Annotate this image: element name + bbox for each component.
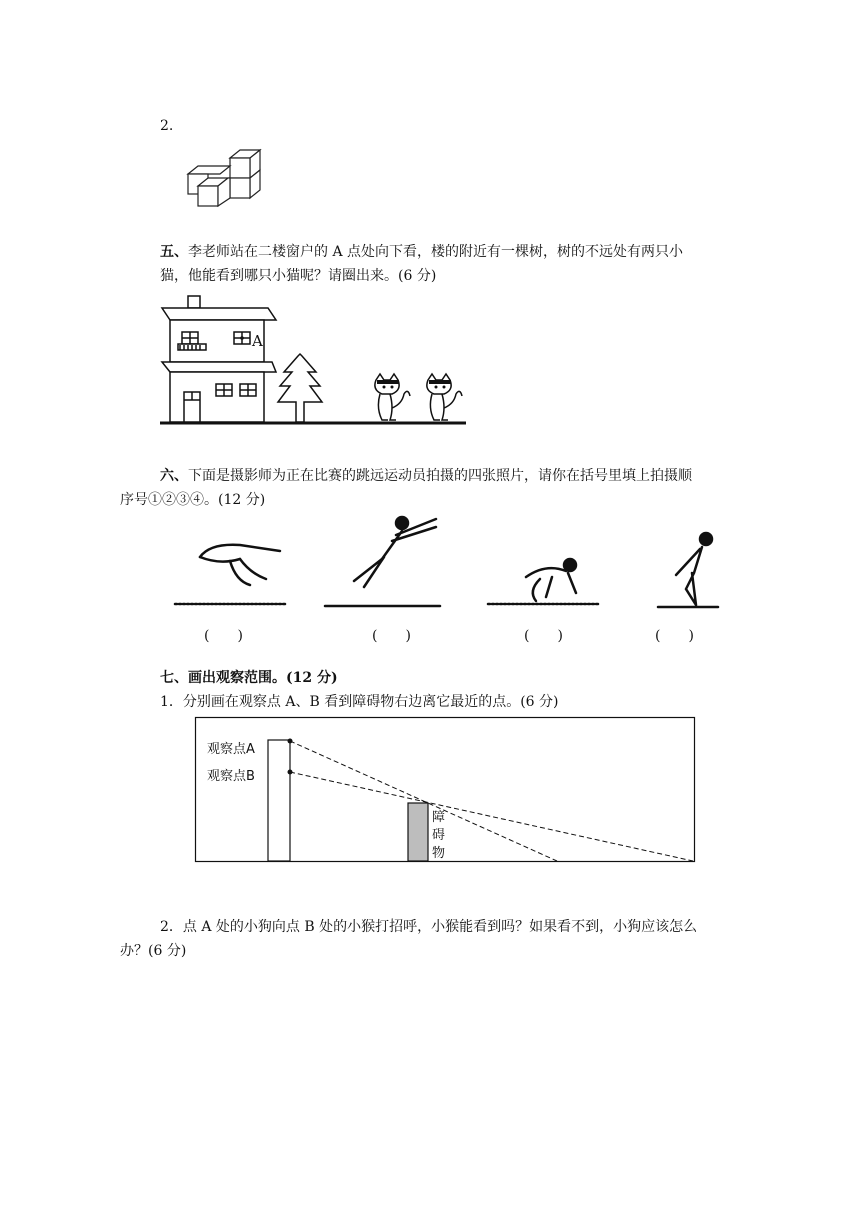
- q7-heading: 七、画出观察范围。(12 分): [160, 670, 338, 686]
- q6-text-line1: 下面是摄影师为正在比赛的跳远运动员拍摄的四张照片，请你在括号里填上拍摄顺: [188, 468, 692, 484]
- jumper-photo-3: [526, 559, 576, 601]
- q5-line1: [160, 240, 683, 264]
- q5-text-line1: 李老师站在二楼窗户的 A 点处向下看，楼的附近有一棵树，树的不远处有两只小: [188, 244, 684, 260]
- jumper-photo-4: [676, 533, 712, 605]
- jumper-photo-2: [354, 517, 436, 587]
- obstacle-label-1: 障: [432, 810, 446, 825]
- label-observation-point-a: 观察点A: [207, 742, 255, 757]
- q6-heading: 六、: [160, 468, 188, 484]
- q7-sub2-line1: 2．点 A 处的小狗向点 B 处的小猴打招呼，小猴能看到吗？如果看不到，小狗应该怎么: [160, 919, 698, 935]
- house-tree-cats-figure: [158, 292, 478, 432]
- q5-text-line2: 猫，他能看到哪只小猫呢？请圈出来。(6 分): [160, 268, 437, 284]
- label-observation-point-b: 观察点B: [207, 769, 255, 784]
- q6-line1: [160, 464, 692, 488]
- chimney: [188, 296, 200, 308]
- q5-heading: 五、: [160, 244, 188, 260]
- building: [268, 740, 290, 861]
- upper-roof: [162, 308, 276, 320]
- answer-blank-3[interactable]: ( ): [524, 628, 563, 644]
- point-a-label: A: [252, 332, 263, 350]
- answer-blank-1[interactable]: ( ): [204, 628, 243, 644]
- jumper-photo-1: [200, 545, 280, 585]
- obstacle-label-2: 碍: [432, 828, 446, 843]
- q7-sub2-line2: 办？(6 分): [120, 943, 187, 959]
- obstacle-label-3: 物: [432, 846, 446, 861]
- obstacle: [408, 803, 428, 861]
- cube-stack-figure: [180, 146, 270, 216]
- q6-text-line2: 序号①②③④。(12 分): [120, 492, 266, 508]
- answer-blank-4[interactable]: ( ): [655, 628, 694, 644]
- long-jump-photos: [170, 505, 730, 615]
- middle-roof: [162, 362, 276, 372]
- answer-blank-2[interactable]: ( ): [372, 628, 411, 644]
- q7-sub1: 1．分别画在观察点 A、B 看到障碍物右边离它最近的点。(6 分): [160, 694, 559, 710]
- q4-item2-number: 2.: [160, 118, 174, 134]
- tree: [278, 354, 322, 422]
